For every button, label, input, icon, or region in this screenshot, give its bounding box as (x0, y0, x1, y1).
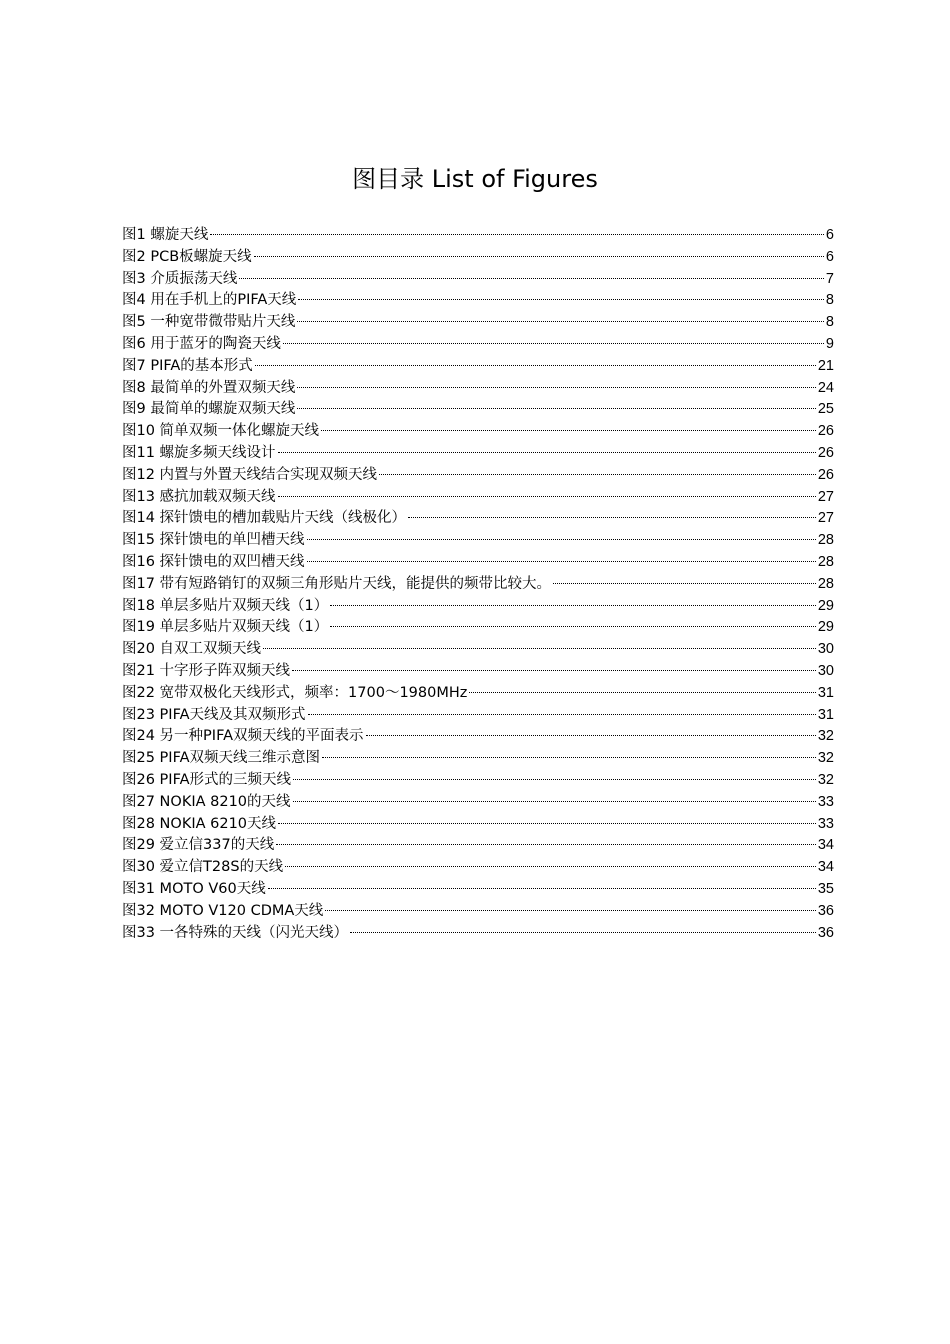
toc-entry[interactable] (122, 465, 834, 487)
toc-entry-label: 图16 探针馈电的双凹槽天线 (122, 553, 305, 570)
dot-leader (285, 866, 816, 867)
toc-entry[interactable] (122, 247, 834, 269)
dot-leader (297, 321, 824, 322)
toc-entry-page-number: 30 (817, 641, 834, 658)
toc-entry-label: 图26 PIFA形式的三频天线 (122, 771, 292, 788)
toc-entry-page-number: 36 (817, 902, 834, 919)
dot-leader (276, 844, 816, 845)
toc-entry[interactable] (122, 726, 834, 748)
dot-leader (297, 408, 816, 409)
toc-entry-page-number: 8 (825, 292, 834, 309)
dot-leader (293, 801, 816, 802)
toc-entry-page-number: 34 (817, 859, 834, 876)
toc-entry-page-number: 26 (817, 466, 834, 483)
toc-entry-label: 图7 PIFA的基本形式 (122, 357, 253, 374)
toc-entry-label: 图25 PIFA双频天线三维示意图 (122, 750, 321, 767)
dot-leader (330, 626, 816, 627)
toc-entry-page-number: 24 (817, 379, 834, 396)
toc-entry[interactable] (122, 705, 834, 727)
toc-entry-page-number: 28 (817, 575, 834, 592)
toc-entry[interactable] (122, 508, 834, 530)
toc-entry-label: 图33 一各特殊的天线（闪光天线） (122, 924, 349, 941)
toc-entry[interactable] (122, 356, 834, 378)
toc-entry[interactable] (122, 617, 834, 639)
toc-entry[interactable] (122, 835, 834, 857)
toc-entry-page-number: 7 (825, 270, 834, 287)
toc-entry[interactable] (122, 225, 834, 247)
toc-entry-label: 图23 PIFA天线及其双频形式 (122, 706, 306, 723)
toc-entry[interactable] (122, 443, 834, 465)
toc-entry[interactable] (122, 683, 834, 705)
toc-entry-label: 图27 NOKIA 8210的天线 (122, 793, 291, 810)
toc-entry[interactable] (122, 334, 834, 356)
dot-leader (283, 343, 824, 344)
toc-entry-label: 图11 螺旋多频天线设计 (122, 444, 276, 461)
toc-entry-page-number: 36 (817, 924, 834, 941)
toc-entry-label: 图28 NOKIA 6210天线 (122, 815, 277, 832)
dot-leader (322, 757, 816, 758)
dot-leader (263, 648, 816, 649)
toc-entry[interactable] (122, 770, 834, 792)
toc-entry-page-number: 6 (825, 248, 834, 265)
toc-entry-page-number: 29 (817, 619, 834, 636)
toc-entry-page-number: 27 (817, 488, 834, 505)
toc-entry-label: 图5 一种宽带微带贴片天线 (122, 314, 296, 331)
toc-entry-label: 图17 带有短路销钉的双频三角形贴片天线，能提供的频带比较大。 (122, 575, 552, 592)
toc-entry-label: 图21 十字形子阵双频天线 (122, 662, 291, 679)
toc-entry[interactable] (122, 574, 834, 596)
toc-entry-label: 图22 宽带双极化天线形式，频率：1700～1980MHz (122, 684, 468, 701)
toc-entry[interactable] (122, 748, 834, 770)
toc-entry-label: 图12 内置与外置天线结合实现双频天线 (122, 466, 378, 483)
toc-entry-label: 图6 用于蓝牙的陶瓷天线 (122, 335, 281, 352)
toc-entry-page-number: 35 (817, 880, 834, 897)
toc-entry-label: 图1 螺旋天线 (122, 227, 209, 243)
toc-entry-page-number: 9 (825, 335, 834, 352)
dot-leader (308, 714, 816, 715)
toc-entry[interactable] (122, 530, 834, 552)
toc-entry[interactable] (122, 814, 834, 836)
toc-entry[interactable] (122, 552, 834, 574)
dot-leader (278, 452, 816, 453)
toc-entry[interactable] (122, 290, 834, 312)
toc-entry-label: 图15 探针馈电的单凹槽天线 (122, 532, 305, 549)
toc-entry[interactable] (122, 399, 834, 421)
toc-entry-label: 图10 简单双频一体化螺旋天线 (122, 423, 320, 440)
dot-leader (307, 539, 816, 540)
toc-entry-page-number: 30 (817, 662, 834, 679)
dot-leader (298, 299, 824, 300)
toc-entry-page-number: 33 (817, 793, 834, 810)
toc-entry-label: 图3 介质振荡天线 (122, 270, 238, 287)
toc-entry[interactable] (122, 639, 834, 661)
toc-entry-page-number: 31 (817, 706, 834, 723)
toc-entry[interactable] (122, 312, 834, 334)
dot-leader (350, 932, 816, 933)
toc-entry[interactable] (122, 661, 834, 683)
toc-entry-page-number: 32 (817, 728, 834, 745)
toc-entry-page-number: 26 (817, 423, 834, 440)
toc-entry-label: 图2 PCB板螺旋天线 (122, 248, 252, 265)
dot-leader (293, 779, 816, 780)
toc-entry[interactable] (122, 901, 834, 923)
toc-entry-page-number: 27 (817, 510, 834, 527)
toc-entry-page-number: 32 (817, 750, 834, 767)
toc-entry-label: 图13 感抗加载双频天线 (122, 488, 276, 505)
dot-leader (210, 234, 824, 235)
toc-entry-page-number: 28 (817, 532, 834, 549)
toc-entry-label: 图19 单层多贴片双频天线（1） (122, 619, 329, 636)
page-title: 图目录 List of Figures (352, 165, 598, 193)
toc-entry[interactable] (122, 269, 834, 291)
toc-entry-page-number: 32 (817, 771, 834, 788)
toc-entry-page-number: 8 (825, 314, 834, 331)
toc-entry[interactable] (122, 378, 834, 400)
toc-entry-label: 图20 自双工双频天线 (122, 641, 262, 658)
toc-entry-page-number: 28 (817, 553, 834, 570)
toc-entry[interactable] (122, 487, 834, 509)
toc-entry-label: 图31 MOTO V60天线 (122, 880, 266, 897)
toc-entry-label: 图8 最简单的外置双频天线 (122, 379, 296, 396)
toc-entry[interactable] (122, 879, 834, 901)
toc-entry-label: 图29 爱立信337的天线 (122, 837, 275, 854)
toc-entry[interactable] (122, 596, 834, 618)
dot-leader (297, 387, 816, 388)
toc-entry-page-number: 33 (817, 815, 834, 832)
toc-entry-page-number: 34 (817, 837, 834, 854)
dot-leader (379, 474, 816, 475)
toc-entry-page-number: 25 (817, 401, 834, 418)
dot-leader (325, 910, 816, 911)
toc-entry[interactable] (122, 923, 834, 945)
dot-leader (321, 430, 816, 431)
toc-entry-label: 图14 探针馈电的槽加载贴片天线（线极化） (122, 510, 407, 527)
toc-entry-page-number: 6 (825, 227, 834, 243)
toc-entry-label: 图32 MOTO V120 CDMA天线 (122, 902, 324, 919)
dot-leader (268, 888, 816, 889)
toc-entry-label: 图30 爱立信T28S的天线 (122, 859, 284, 876)
dot-leader (278, 823, 816, 824)
toc-entry-label: 图18 单层多贴片双频天线（1） (122, 597, 329, 614)
dot-leader (330, 605, 816, 606)
dot-leader (366, 735, 816, 736)
list-of-figures (122, 225, 834, 944)
dot-leader (307, 561, 816, 562)
toc-entry-page-number: 21 (817, 357, 834, 374)
toc-entry-label: 图24 另一种PIFA双频天线的平面表示 (122, 728, 364, 745)
dot-leader (254, 256, 824, 257)
toc-entry-page-number: 31 (817, 684, 834, 701)
toc-entry-page-number: 26 (817, 444, 834, 461)
toc-entry-label: 图4 用在手机上的PIFA天线 (122, 292, 297, 309)
toc-entry-page-number: 29 (817, 597, 834, 614)
dot-leader (255, 365, 816, 366)
dot-leader (469, 692, 815, 693)
dot-leader (292, 670, 816, 671)
toc-entry-label: 图9 最简单的螺旋双频天线 (122, 401, 296, 418)
dot-leader (408, 517, 816, 518)
dot-leader (553, 583, 816, 584)
dot-leader (239, 278, 824, 279)
toc-entry[interactable] (122, 421, 834, 443)
toc-entry[interactable] (122, 792, 834, 814)
toc-entry[interactable] (122, 857, 834, 879)
dot-leader (278, 496, 816, 497)
